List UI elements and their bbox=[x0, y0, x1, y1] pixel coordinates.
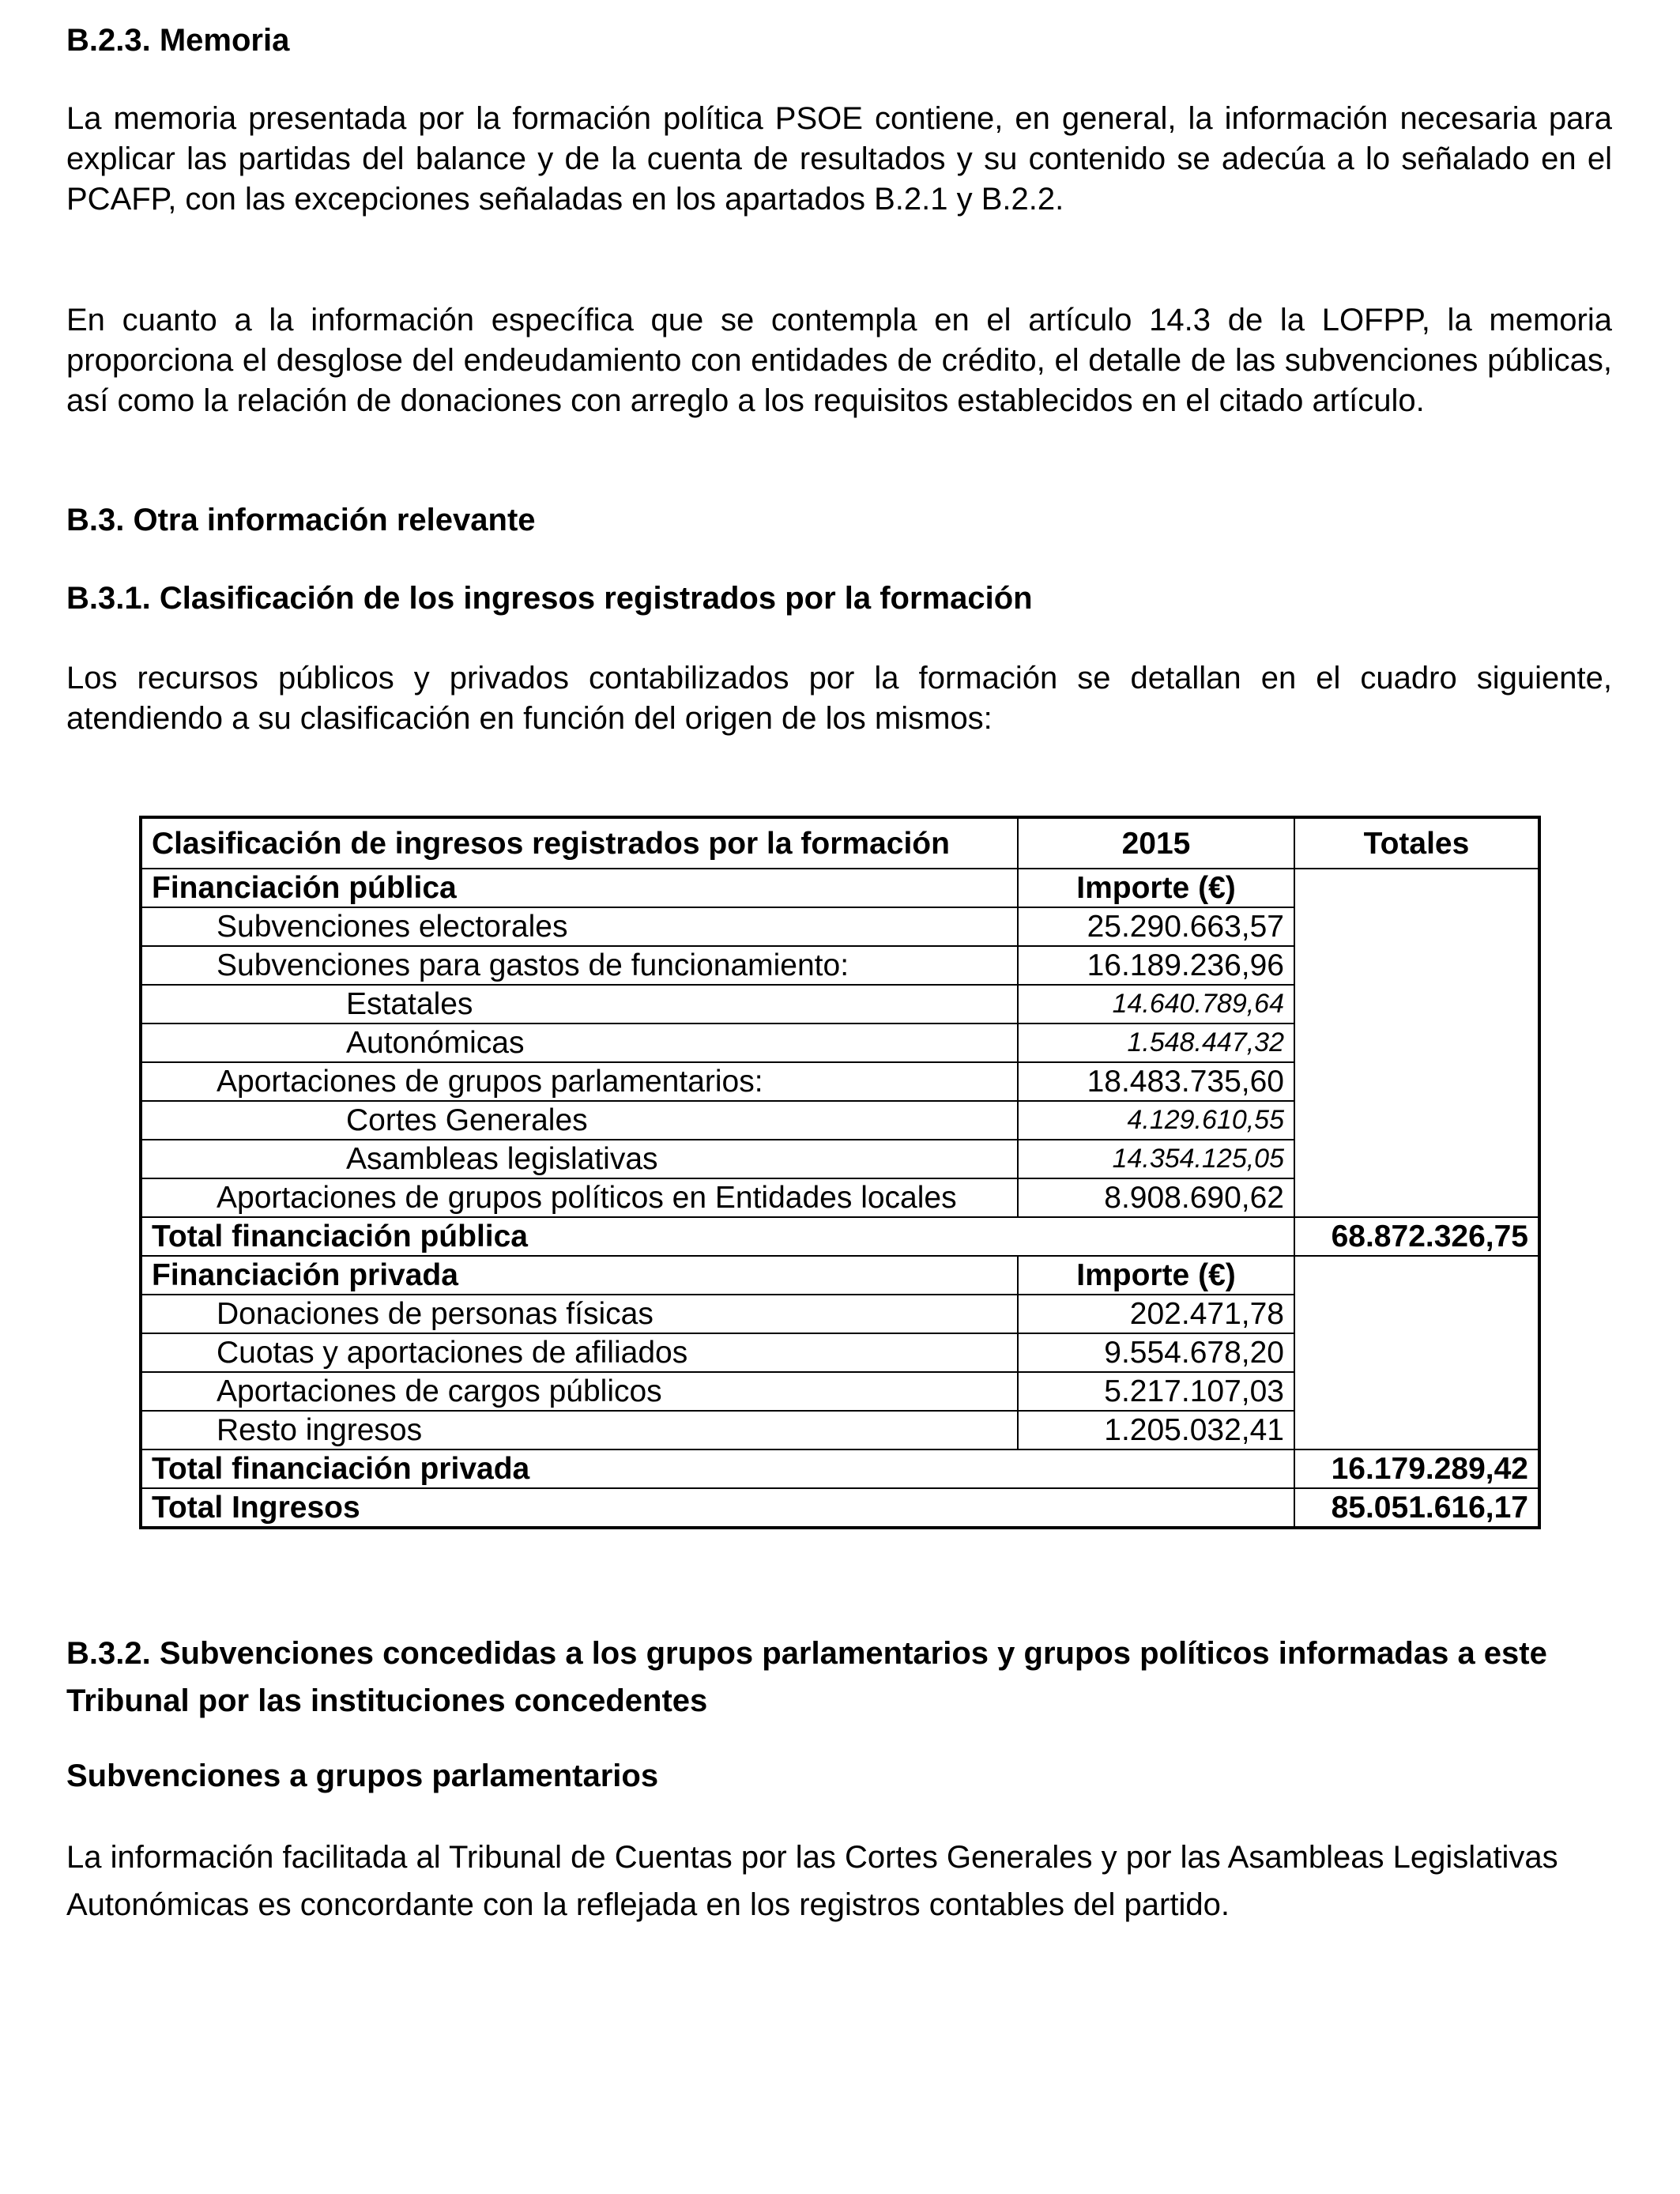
row-label: Asambleas legislativas bbox=[141, 1140, 1018, 1178]
row-label: Aportaciones de cargos públicos bbox=[141, 1372, 1018, 1411]
totals-blank-cell bbox=[1294, 1062, 1539, 1101]
paragraph-memoria-2: En cuanto a la información específica que se contempla en el artículo 14.3 de la LOFPP, la memoria proporciona el desglose del endeudamiento con entidades de crédito, el detalle de las subvenciones públicas, así como la relación de donaciones con arreglo a los requisitos establecidos en el citado artículo. bbox=[66, 303, 1612, 418]
table-row bbox=[141, 985, 1539, 1023]
totals-blank-cell bbox=[1294, 907, 1539, 946]
table-row bbox=[141, 1333, 1539, 1372]
public-section-label: Financiación pública bbox=[141, 869, 1018, 907]
row-value: 1.548.447,32 bbox=[1018, 1023, 1294, 1062]
public-total-value: 68.872.326,75 bbox=[1294, 1217, 1539, 1256]
private-section-label: Financiación privada bbox=[141, 1256, 1018, 1295]
private-total-row bbox=[141, 1449, 1539, 1488]
row-value: 202.471,78 bbox=[1018, 1295, 1294, 1333]
totals-blank-cell bbox=[1294, 869, 1539, 907]
totals-blank-cell bbox=[1294, 1411, 1539, 1449]
row-value: 14.354.125,05 bbox=[1018, 1140, 1294, 1178]
table-row bbox=[141, 907, 1539, 946]
table-row bbox=[141, 1178, 1539, 1217]
section-title-b32: B.3.2. Subvenciones concedidas a los grupos parlamentarios y grupos políticos informadas a este Tribunal por las instituciones concedentes bbox=[66, 1636, 1547, 1718]
row-value: 5.217.107,03 bbox=[1018, 1372, 1294, 1411]
row-label: Subvenciones para gastos de funcionamiento: bbox=[141, 946, 1018, 985]
totals-blank-cell bbox=[1294, 1295, 1539, 1333]
row-value: 8.908.690,62 bbox=[1018, 1178, 1294, 1217]
row-label: Aportaciones de grupos parlamentarios: bbox=[141, 1062, 1018, 1101]
row-value: 25.290.663,57 bbox=[1018, 907, 1294, 946]
grand-total-label: Total Ingresos bbox=[141, 1488, 1294, 1528]
row-label: Subvenciones electorales bbox=[141, 907, 1018, 946]
private-section-header-row bbox=[141, 1256, 1539, 1295]
row-label: Estatales bbox=[141, 985, 1018, 1023]
row-value: 4.129.610,55 bbox=[1018, 1101, 1294, 1140]
row-label: Cuotas y aportaciones de afiliados bbox=[141, 1333, 1018, 1372]
row-value: 18.483.735,60 bbox=[1018, 1062, 1294, 1101]
public-amount-header: Importe (€) bbox=[1018, 869, 1294, 907]
header-classification: Clasificación de ingresos registrados por la formación bbox=[141, 817, 1018, 869]
row-value: 16.189.236,96 bbox=[1018, 946, 1294, 985]
table-row bbox=[141, 1295, 1539, 1333]
grand-total-value: 85.051.616,17 bbox=[1294, 1488, 1539, 1528]
row-label: Aportaciones de grupos políticos en Entidades locales bbox=[141, 1178, 1018, 1217]
totals-blank-cell bbox=[1294, 1178, 1539, 1217]
table-row bbox=[141, 1101, 1539, 1140]
row-value: 14.640.789,64 bbox=[1018, 985, 1294, 1023]
totals-blank-cell bbox=[1294, 946, 1539, 985]
header-totals: Totales bbox=[1294, 817, 1539, 869]
paragraph-informacion: La información facilitada al Tribunal de Cuentas por las Cortes Generales y por las Asambleas Legislativas Autonómicas es concordante con la reflejada en los registros contables del partido. bbox=[66, 1840, 1558, 1922]
private-total-label: Total financiación privada bbox=[141, 1449, 1294, 1488]
totals-blank-cell bbox=[1294, 985, 1539, 1023]
section-title-b3: B.3. Otra información relevante bbox=[66, 503, 536, 537]
totals-blank-cell bbox=[1294, 1372, 1539, 1411]
section-title-b31: B.3.1. Clasificación de los ingresos registrados por la formación bbox=[66, 581, 1033, 616]
table-row bbox=[141, 1372, 1539, 1411]
row-label: Donaciones de personas físicas bbox=[141, 1295, 1018, 1333]
totals-blank-cell bbox=[1294, 1333, 1539, 1372]
subsection-title-grupos: Subvenciones a grupos parlamentarios bbox=[66, 1759, 659, 1793]
public-total-row bbox=[141, 1217, 1539, 1256]
public-section-header-row bbox=[141, 869, 1539, 907]
totals-blank-cell bbox=[1294, 1101, 1539, 1140]
public-total-label: Total financiación pública bbox=[141, 1217, 1294, 1256]
header-year: 2015 bbox=[1018, 817, 1294, 869]
row-label: Cortes Generales bbox=[141, 1101, 1018, 1140]
totals-blank-cell bbox=[1294, 1023, 1539, 1062]
paragraph-recursos: Los recursos públicos y privados contabilizados por la formación se detallan en el cuadro siguiente, atendiendo a su clasificación en función del origen de los mismos: bbox=[66, 661, 1612, 736]
totals-blank-cell bbox=[1294, 1256, 1539, 1295]
section-title-b23: B.2.3. Memoria bbox=[66, 23, 290, 58]
private-amount-header: Importe (€) bbox=[1018, 1256, 1294, 1295]
grand-total-row bbox=[141, 1488, 1539, 1528]
income-classification-table bbox=[139, 816, 1541, 1529]
table-row bbox=[141, 1140, 1539, 1178]
table-header-row bbox=[141, 817, 1539, 869]
table-row bbox=[141, 1062, 1539, 1101]
row-value: 9.554.678,20 bbox=[1018, 1333, 1294, 1372]
table-row bbox=[141, 1411, 1539, 1449]
paragraph-memoria-1: La memoria presentada por la formación política PSOE contiene, en general, la información necesaria para explicar las partidas del balance y de la cuenta de resultados y su contenido se adecúa a lo señalado en el PCAFP, con las excepciones señaladas en los apartados B.2.1 y B.2.2. bbox=[66, 101, 1612, 217]
row-label: Resto ingresos bbox=[141, 1411, 1018, 1449]
row-label: Autonómicas bbox=[141, 1023, 1018, 1062]
private-total-value: 16.179.289,42 bbox=[1294, 1449, 1539, 1488]
table-row bbox=[141, 1023, 1539, 1062]
row-value: 1.205.032,41 bbox=[1018, 1411, 1294, 1449]
totals-blank-cell bbox=[1294, 1140, 1539, 1178]
table-row bbox=[141, 946, 1539, 985]
